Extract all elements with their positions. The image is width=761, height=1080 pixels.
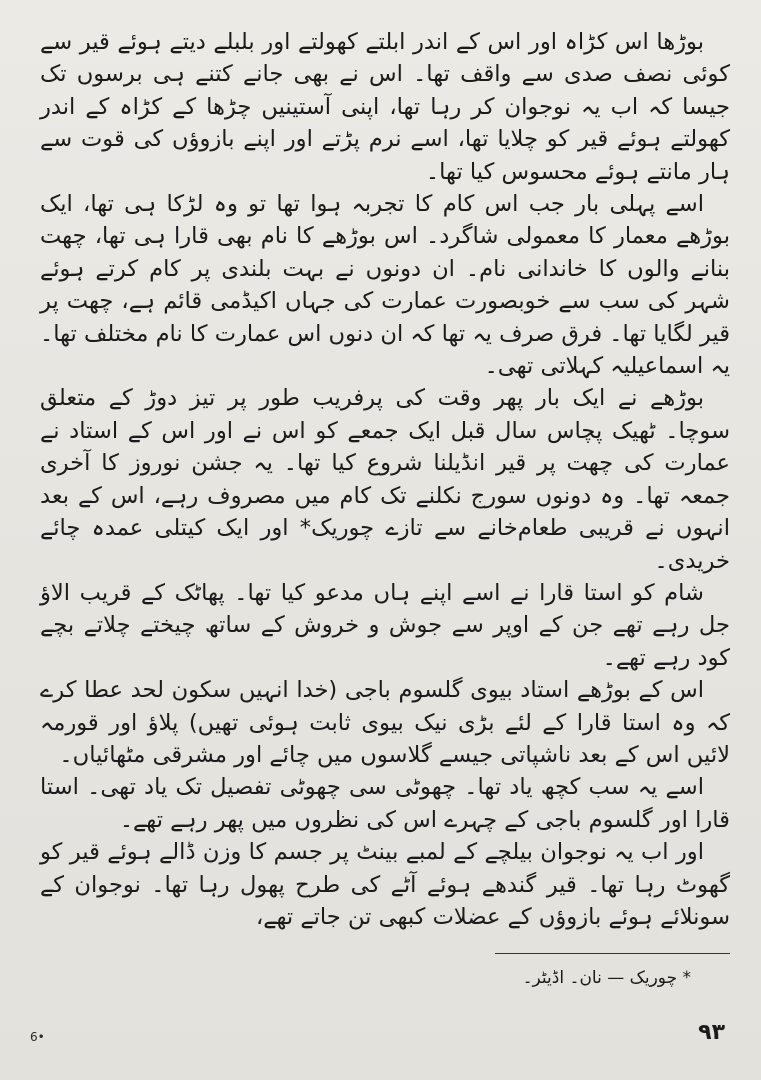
paragraph-2: اسے پہلی بار جب اس کام کا تجربہ ہوا تھا تو وہ لڑکا ہی تھا، ایک بوڑھے معمار کا معمولی شاگرد۔ اس بوڑھے کا نام بھی قارا ہی تھا، چھت بنانے والوں کا خاندانی نام۔ ان دونوں نے بہت بلندی پر کام کرتے ہوئے شہر کی سب سے خوبصورت عمارت کی جہاں اکیڈمی قائم ہے، چھت پر قیر لگایا تھا۔ فرق صرف یہ تھا کہ ان دنوں اس عمارت کا نام مختلف تھا۔ یہ اسماعیلیہ کہلاتی تھی۔	[40, 191, 730, 380]
paragraph-5: اس کے بوڑھے استاد بیوی گلسوم باجی (خدا انہیں سکون لحد عطا کرے کہ وہ استا قارا کے لئے بڑی نیک بیوی ثابت ہوئی تھیں) پلاؤ اور قورمہ لائیں اس کے بعد ناشپاتی جیسے گلاسوں میں چائے اور مشرقی مٹھائیاں۔	[40, 677, 730, 768]
footnote-divider	[495, 953, 730, 954]
paragraph-1: بوڑھا اس کڑاہ اور اس کے اندر ابلتے کھولتے اور بلبلے دیتے ہوئے قیر سے کوئی نصف صدی سے واقف تھا۔ اس نے بھی جانے کتنے ہی برسوں تک جیسا کہ اب یہ نوجوان کر رہا تھا، اپنی آستینیں چڑھا کے کڑاہ کے اندر کھولتے ہوئے قیر کو چلایا تھا، اسے نرم پڑتے اور اپنے بازوؤں کی قوت سے ہار مانتے ہوئے محسوس کیا تھا۔	[40, 29, 730, 185]
footnote: * چوریک — نان۔ اڈیٹر۔	[522, 968, 691, 988]
page-number: 6•	[30, 1030, 45, 1044]
page-marker: ۹۳	[698, 1020, 725, 1045]
paragraph-6: اسے یہ سب کچھ یاد تھا۔ چھوٹی سی چھوٹی تفصیل تک یاد تھی۔ استا قارا اور گلسوم باجی کے چہرے اس کی نظروں میں پھر رہے تھے۔	[40, 774, 730, 833]
paragraph-4: شام کو استا قارا نے اسے اپنے ہاں مدعو کیا تھا۔ پھاٹک کے قریب الاؤ جل رہے تھے جن کے اوپر سے جوش و خروش کے ساتھ چیختے چلاتے بچے کود رہے تھے۔	[40, 579, 730, 671]
body-text	[40, 26, 730, 933]
paragraph-3: بوڑھے نے ایک بار پھر وقت کی پرفریب طور پر تیز دوڑ کے متعلق سوچا۔ ٹھیک پچاس سال قبل ایک جمعے کو اس نے اور اس کے استاد نے عمارت کی چھت پر قیر انڈیلنا شروع کیا تھا۔ یہ جشن نوروز کا آخری جمعہ تھا۔ وہ دونوں سورج نکلنے تک کام میں مصروف رہے، اس کے بعد انہوں نے قریبی طعام‌خانے سے تازے چوریک* اور ایک کیتلی عمدہ چائے خریدی۔	[40, 385, 730, 574]
paragraph-7: اور اب یہ نوجوان بیلچے کے لمبے بینٹ پر جسم کا وزن ڈالے ہوئے قیر کو گھوٹ رہا تھا۔ قیر گندھے ہوئے آٹے کی طرح پھول رہا تھا۔ نوجوان کے سونلائے ہوئے بازوؤں کے عضلات کبھی تن جاتے تھے،	[40, 839, 730, 930]
